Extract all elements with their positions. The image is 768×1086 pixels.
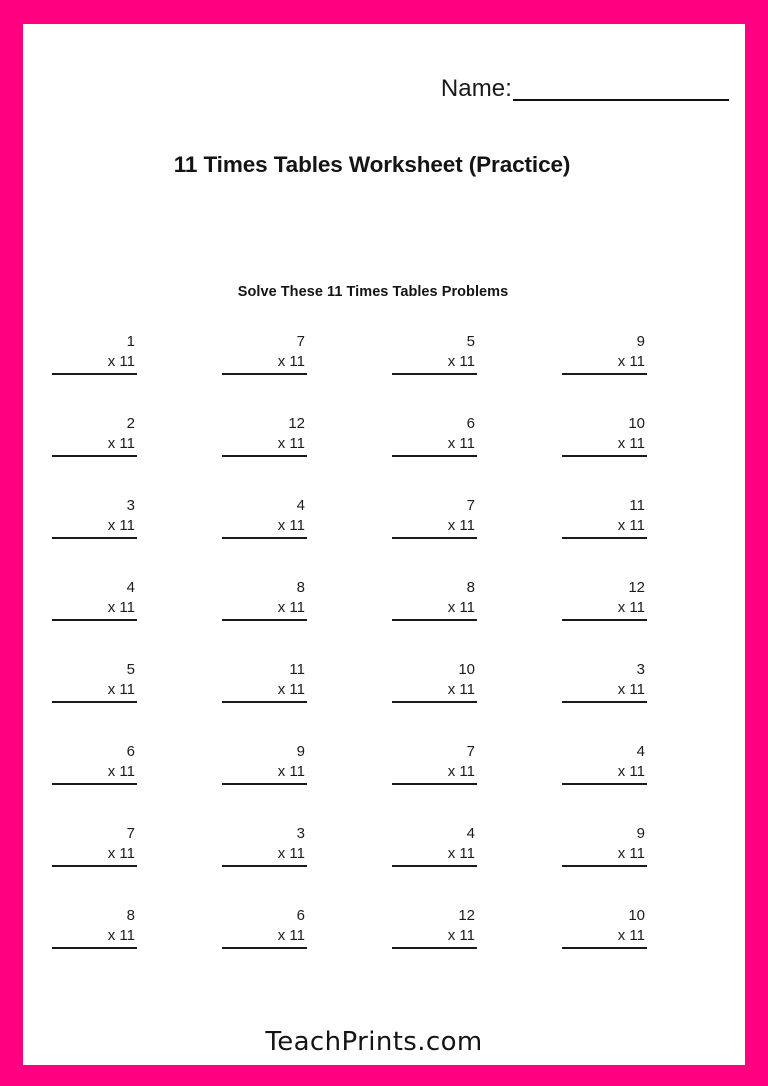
problem-operand-bottom: x 11 [222, 844, 307, 867]
problem-operand-top: 10 [628, 415, 645, 432]
problem-operand-bottom: x 11 [52, 598, 137, 621]
problem-operand-top: 7 [466, 743, 475, 760]
worksheet-sheet [23, 24, 745, 1065]
problem-operand-top: 6 [126, 743, 135, 760]
problem-cell [222, 332, 307, 414]
problem-operand-bottom: x 11 [222, 352, 307, 375]
problem-operand-bottom: x 11 [222, 598, 307, 621]
problem-operand-top: 8 [126, 907, 135, 924]
problem-operand-top: 4 [126, 579, 135, 596]
problem-cell [222, 496, 307, 578]
problem-cell [562, 496, 647, 578]
problem-operand-bottom: x 11 [562, 762, 647, 785]
problem-operand-bottom: x 11 [222, 926, 307, 949]
page-title: 11 Times Tables Worksheet (Practice) [173, 152, 571, 177]
problem-operand-top: 3 [296, 825, 305, 842]
problem-cell [52, 742, 137, 824]
problem-cell [562, 742, 647, 824]
problem-operand-bottom: x 11 [392, 516, 477, 539]
problem-operand-top: 9 [296, 743, 305, 760]
section-heading: Solve These 11 Times Tables Problems [237, 284, 509, 300]
problem-operand-top: 4 [466, 825, 475, 842]
problem-operand-top: 7 [296, 333, 305, 350]
problem-operand-top: 12 [628, 579, 645, 596]
problem-operand-bottom: x 11 [392, 926, 477, 949]
problem-operand-top: 12 [458, 907, 475, 924]
problem-operand-top: 5 [466, 333, 475, 350]
problem-operand-bottom: x 11 [392, 352, 477, 375]
problem-cell [52, 332, 137, 414]
problem-operand-bottom: x 11 [52, 844, 137, 867]
problem-operand-top: 10 [458, 661, 475, 678]
problem-operand-top: 6 [296, 907, 305, 924]
problem-operand-top: 8 [466, 579, 475, 596]
problem-cell [562, 578, 647, 660]
problem-cell [222, 578, 307, 660]
problem-cell [392, 906, 477, 988]
problem-grid [52, 332, 732, 988]
problem-cell [562, 414, 647, 496]
problem-operand-bottom: x 11 [52, 434, 137, 457]
problem-operand-bottom: x 11 [52, 352, 137, 375]
problem-operand-bottom: x 11 [562, 598, 647, 621]
problem-operand-bottom: x 11 [562, 352, 647, 375]
problem-operand-top: 2 [126, 415, 135, 432]
problem-cell [52, 906, 137, 988]
problem-operand-bottom: x 11 [562, 926, 647, 949]
problem-cell [392, 332, 477, 414]
problem-operand-top: 8 [296, 579, 305, 596]
problem-operand-bottom: x 11 [392, 434, 477, 457]
footer-brand: TeachPrints.com [265, 1027, 483, 1057]
problem-operand-bottom: x 11 [222, 680, 307, 703]
problem-operand-top: 6 [466, 415, 475, 432]
problem-operand-top: 3 [636, 661, 645, 678]
problem-cell [562, 660, 647, 742]
problem-operand-bottom: x 11 [392, 680, 477, 703]
problem-operand-top: 9 [636, 333, 645, 350]
problem-cell [52, 824, 137, 906]
problem-operand-bottom: x 11 [52, 926, 137, 949]
name-label: Name: [440, 75, 512, 102]
problem-operand-top: 9 [636, 825, 645, 842]
problem-cell [222, 660, 307, 742]
problem-operand-top: 10 [628, 907, 645, 924]
problem-operand-top: 11 [289, 661, 305, 678]
problem-operand-bottom: x 11 [52, 680, 137, 703]
problem-operand-top: 4 [296, 497, 305, 514]
problem-cell [562, 332, 647, 414]
problem-operand-top: 7 [466, 497, 475, 514]
problem-operand-top: 1 [126, 333, 135, 350]
problem-operand-top: 3 [126, 497, 135, 514]
problem-cell [392, 742, 477, 824]
problem-operand-bottom: x 11 [52, 516, 137, 539]
problem-operand-bottom: x 11 [222, 434, 307, 457]
problem-cell [222, 742, 307, 824]
problem-cell [392, 496, 477, 578]
problem-cell [222, 414, 307, 496]
problem-operand-bottom: x 11 [222, 516, 307, 539]
problem-cell [392, 824, 477, 906]
problem-cell [222, 824, 307, 906]
name-input-blank[interactable] [513, 77, 729, 101]
problem-cell [52, 496, 137, 578]
problem-cell [52, 578, 137, 660]
problem-operand-bottom: x 11 [562, 680, 647, 703]
problem-operand-bottom: x 11 [562, 434, 647, 457]
problem-cell [562, 824, 647, 906]
problem-operand-bottom: x 11 [562, 516, 647, 539]
problem-cell [562, 906, 647, 988]
problem-operand-bottom: x 11 [222, 762, 307, 785]
problem-cell [52, 414, 137, 496]
problem-operand-bottom: x 11 [52, 762, 137, 785]
problem-cell [222, 906, 307, 988]
problem-operand-top: 11 [629, 497, 645, 514]
problem-operand-bottom: x 11 [562, 844, 647, 867]
problem-cell [52, 660, 137, 742]
problem-operand-top: 12 [288, 415, 305, 432]
problem-operand-top: 7 [126, 825, 135, 842]
problem-operand-top: 5 [126, 661, 135, 678]
problem-operand-top: 4 [636, 743, 645, 760]
problem-cell [392, 660, 477, 742]
problem-cell [392, 414, 477, 496]
problem-operand-bottom: x 11 [392, 844, 477, 867]
name-field-row [23, 77, 745, 101]
problem-cell [392, 578, 477, 660]
problem-operand-bottom: x 11 [392, 762, 477, 785]
problem-operand-bottom: x 11 [392, 598, 477, 621]
